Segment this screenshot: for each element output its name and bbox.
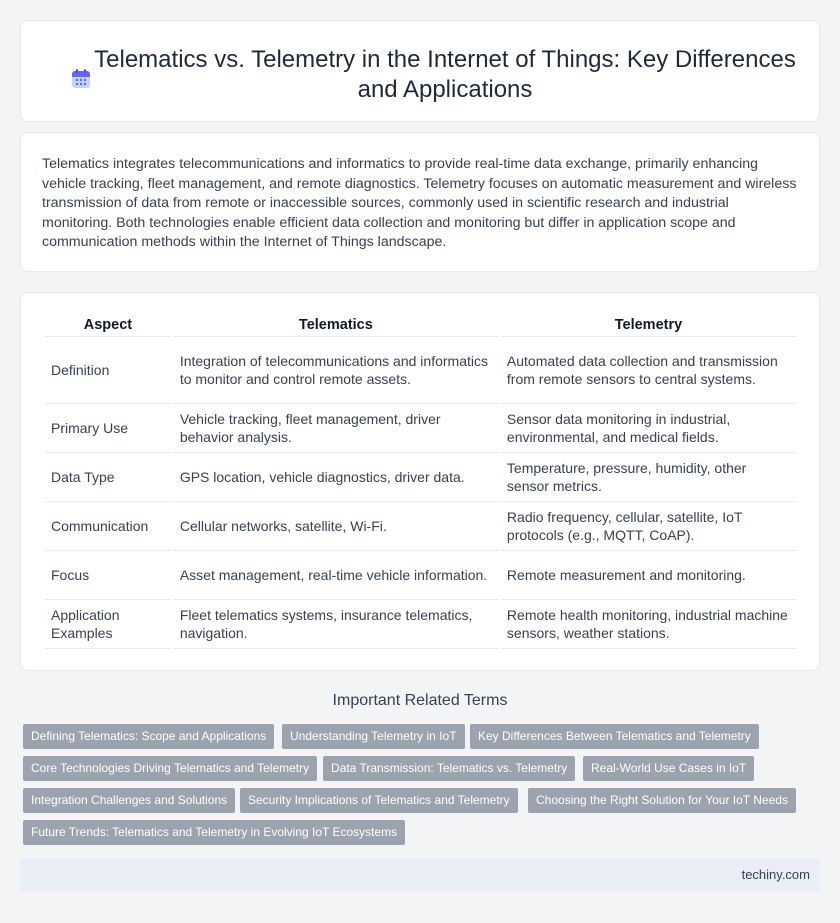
footer	[20, 858, 820, 892]
telematics-cell: Cellular networks, satellite, Wi-Fi.	[174, 502, 498, 551]
page-title: Telematics vs. Telemetry in the Internet of Things: Key Differences and Applications	[94, 46, 796, 103]
aspect-cell: Communication	[45, 502, 171, 551]
aspect-cell: Definition	[45, 337, 171, 404]
telemetry-cell: Sensor data monitoring in industrial, environmental, and medical fields.	[501, 404, 796, 453]
table-row	[45, 551, 796, 600]
table-row	[45, 404, 796, 453]
telemetry-cell: Automated data collection and transmission from remote sensors to central systems.	[501, 337, 796, 404]
table-row	[45, 453, 796, 502]
telematics-cell: Vehicle tracking, fleet management, driver behavior analysis.	[174, 404, 498, 453]
telematics-cell: Integration of telecommunications and informatics to monitor and control remote assets.	[174, 337, 498, 404]
telematics-cell: GPS location, vehicle diagnostics, driver data.	[174, 453, 498, 502]
telematics-cell: Asset management, real-time vehicle information.	[174, 551, 498, 600]
column-header-telematics: Telematics	[174, 313, 498, 337]
related-term-tag[interactable]: Real-World Use Cases in IoT	[583, 756, 754, 781]
column-header-telemetry: Telemetry	[501, 313, 796, 337]
aspect-cell: Primary Use	[45, 404, 171, 453]
table-header-row	[45, 313, 796, 337]
comparison-card	[20, 292, 820, 671]
related-term-tag[interactable]: Choosing the Right Solution for Your IoT Needs	[528, 788, 796, 813]
aspect-cell: Focus	[45, 551, 171, 600]
related-term-tag[interactable]: Security Implications of Telematics and Telemetry	[240, 788, 518, 813]
telemetry-cell: Temperature, pressure, humidity, other sensor metrics.	[501, 453, 796, 502]
related-term-tag[interactable]: Defining Telematics: Scope and Applications	[23, 724, 274, 749]
footer-site-name[interactable]: techiny.com	[741, 867, 810, 882]
related-term-tag[interactable]: Data Transmission: Telematics vs. Telemetry	[323, 756, 575, 781]
telematics-cell: Fleet telematics systems, insurance telematics, navigation.	[174, 600, 498, 649]
aspect-cell: Data Type	[45, 453, 171, 502]
intro-card	[20, 132, 820, 272]
comparison-table	[42, 313, 799, 649]
table-row	[45, 600, 796, 649]
related-term-tag[interactable]: Core Technologies Driving Telematics and Telemetry	[23, 756, 317, 781]
table-row	[45, 337, 796, 404]
related-term-tag[interactable]: Key Differences Between Telematics and Telemetry	[470, 724, 759, 749]
intro-paragraph: Telematics integrates telecommunications and informatics to provide real-time data exchange, primarily enhancing vehicle tracking, fleet management, and remote diagnostics. Telemetry focuses on automatic measurement and wireless transmission of data from remote or inaccessible sources, commonly used in scientific research and industrial monitoring. Both technologies enable efficient data collection and monitoring but differ in application scope and communication methods within the Internet of Things landscape.	[42, 156, 797, 250]
title-card	[20, 20, 820, 122]
telemetry-cell: Remote measurement and monitoring.	[501, 551, 796, 600]
related-term-tag[interactable]: Integration Challenges and Solutions	[23, 788, 235, 813]
telemetry-cell: Radio frequency, cellular, satellite, IoT protocols (e.g., MQTT, CoAP).	[501, 502, 796, 551]
aspect-cell: Application Examples	[45, 600, 171, 649]
calendar-icon	[69, 67, 93, 91]
related-term-tag[interactable]: Understanding Telemetry in IoT	[282, 724, 465, 749]
table-row	[45, 502, 796, 551]
related-term-tag[interactable]: Future Trends: Telematics and Telemetry in Evolving IoT Ecosystems	[23, 820, 405, 845]
telemetry-cell: Remote health monitoring, industrial machine sensors, weather stations.	[501, 600, 796, 649]
column-header-aspect: Aspect	[45, 313, 171, 337]
related-terms-title: Important Related Terms	[332, 692, 508, 709]
